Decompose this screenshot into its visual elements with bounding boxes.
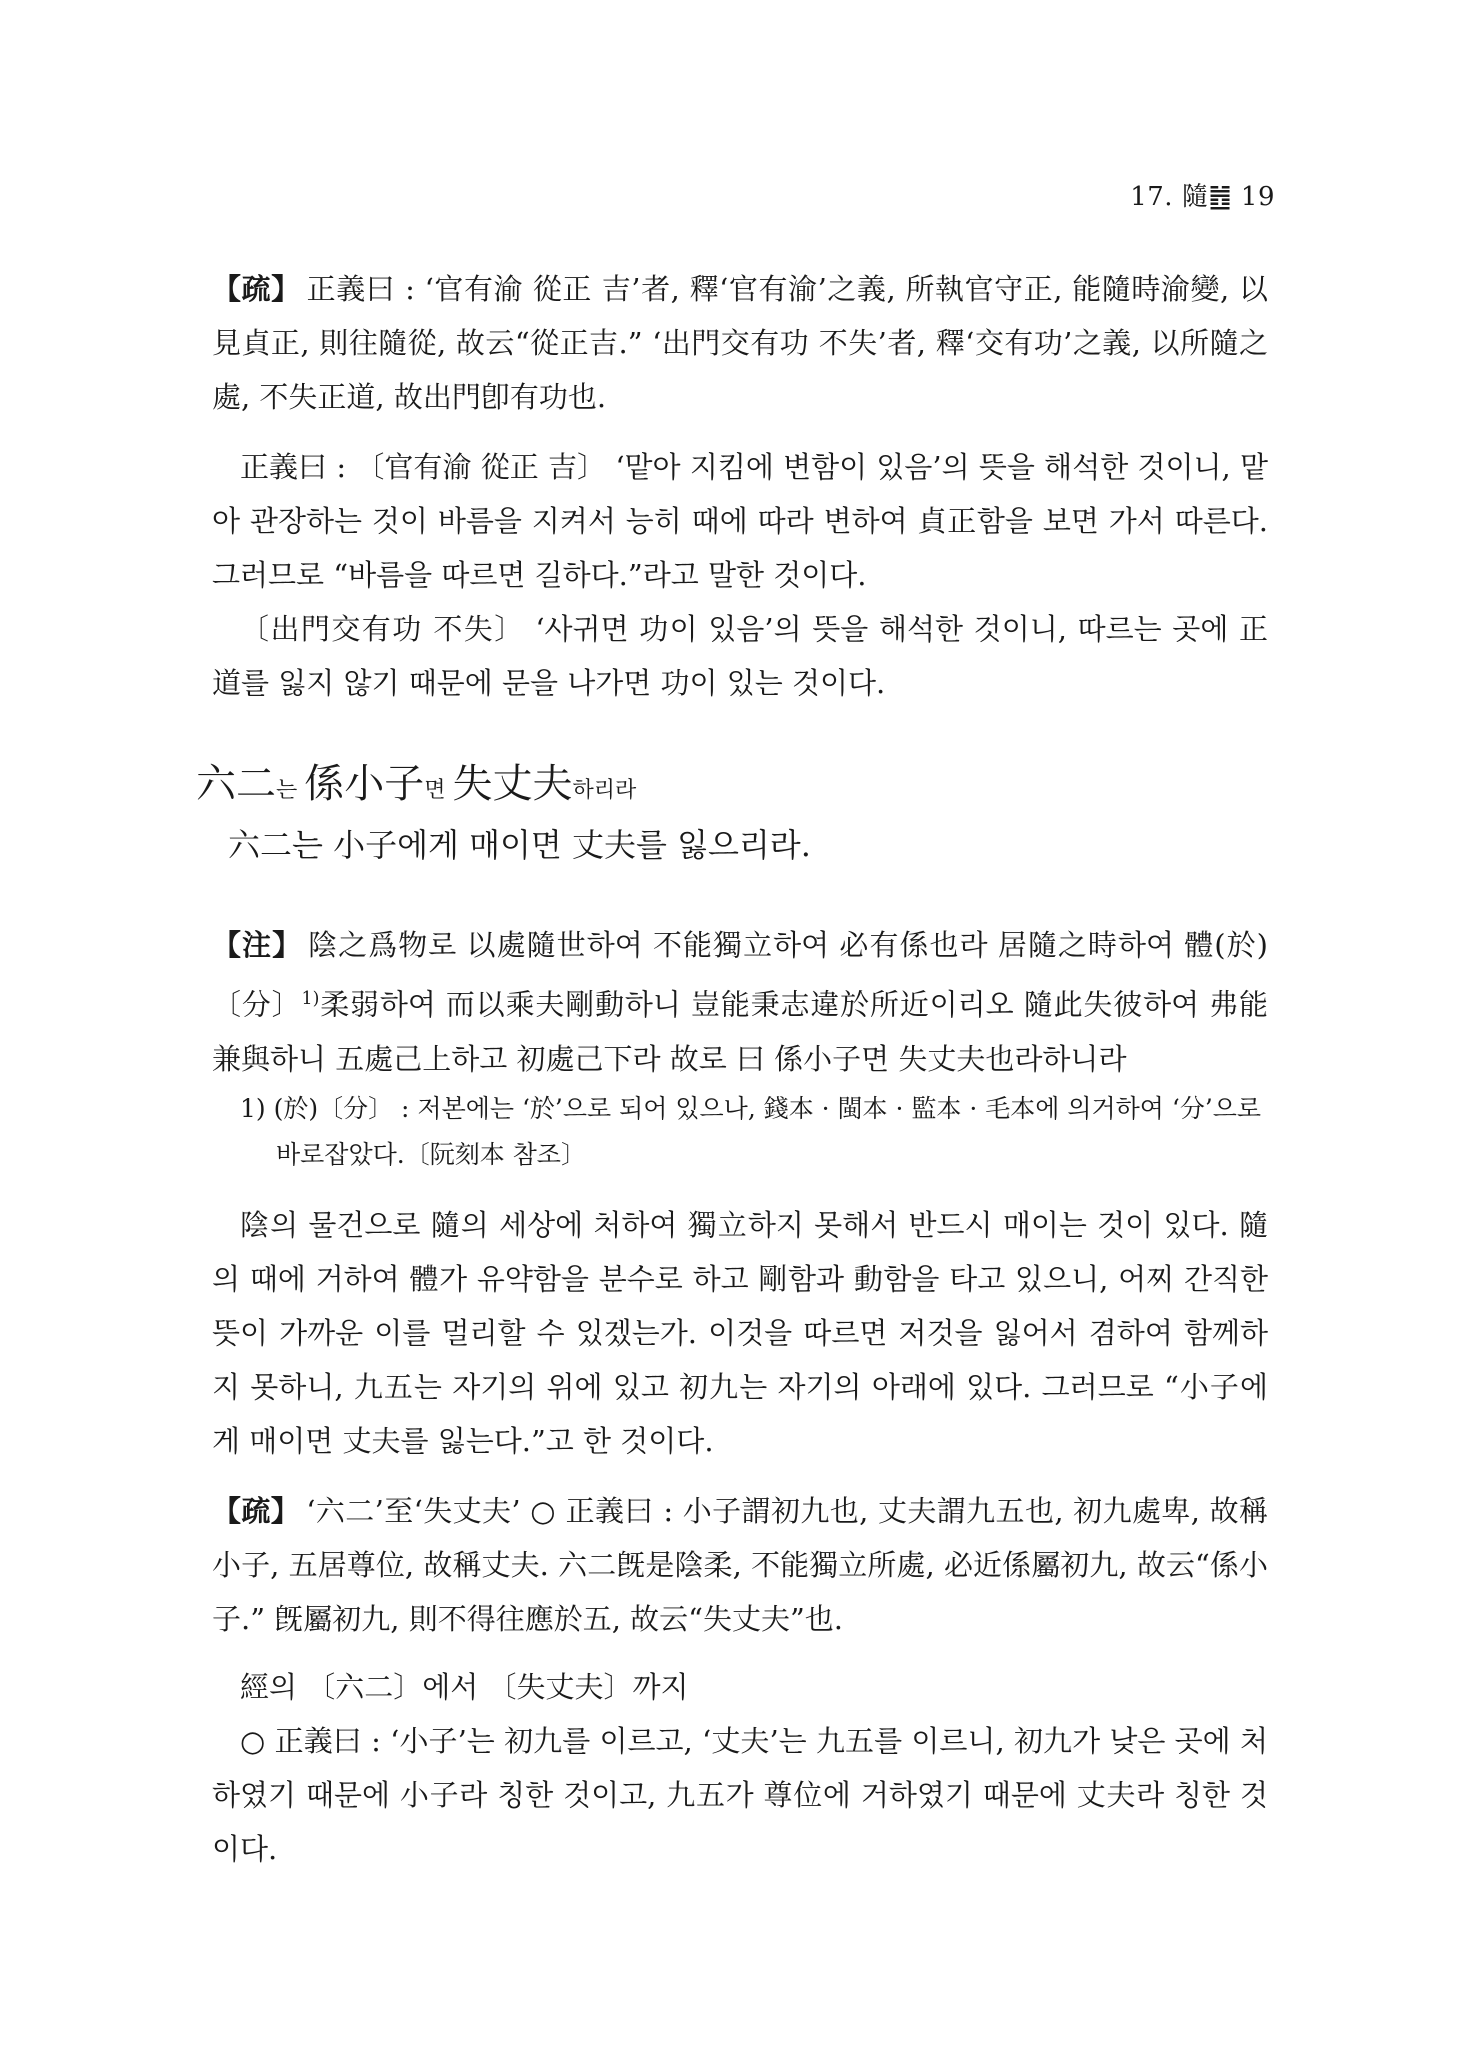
heading-particle: 면 (424, 778, 453, 803)
footnote-marker: 1) (301, 989, 320, 1009)
commentary-shu-2 (212, 1484, 1268, 1646)
paragraph: 陰의 물건으로 隨의 세상에 처하여 獨立하지 못해서 반드시 매이는 것이 있다. 隨의 때에 거하여 體가 유약함을 분수로 하고 剛함과 動함을 타고 있으니, 어찌 간직한 뜻이 가까운 이를 멀리할 수 있겠는가. 이것을 따르면 저것을 잃어서 겸하여 함께하지 못하니, 九五는 자기의 위에 있고 初九는 자기의 아래에 있다. 그러므로 “小子에게 매이면 丈夫를 잃는다.”고 한 것이다. (212, 1208, 1268, 1458)
paragraph (212, 262, 1268, 424)
paragraph (212, 1484, 1268, 1646)
footnote: 1) (於)〔分〕 : 저본에는 ‘於’으로 되어 있으나, 錢本 · 閩本 · 監本 · 毛本에 의거하여 ‘分’으로 바로잡았다.〔阮刻本 참조〕 (240, 1094, 1262, 1169)
running-head: 17. 隨䷐ 19 (1130, 182, 1275, 212)
paragraph: 正義曰 : 〔官有渝 從正 吉〕 ‘맡아 지킴에 변함이 있음’의 뜻을 해석한 것이니, 맡아 관장하는 것이 바름을 지켜서 능히 때에 따라 변하여 貞正함을 보면 가서 따른다. 그러므로 “바름을 따르면 길하다.”라고 말한 것이다. (212, 450, 1268, 592)
section-tag: 【注】 (212, 928, 303, 962)
paragraph (212, 918, 1268, 1086)
commentary-shu-1 (212, 262, 1268, 424)
scripture-translation: 六二는 小子에게 매이면 丈夫를 잃으리라. (228, 826, 811, 864)
commentary-translation-2 (212, 1198, 1268, 1468)
section-tag: 【疏】 (212, 272, 301, 306)
paragraph-text: 陰之爲物로 以處隨世하여 不能獨立하여 必有係也라 居隨之時하여 體(於)〔分〕 (212, 928, 1268, 1022)
paragraph: 經의 〔六二〕에서 〔失丈夫〕까지 (240, 1670, 689, 1704)
footnote-block (212, 1086, 1268, 1178)
paragraph-text: 柔弱하여 而以乘夫剛動하니 豈能秉志違於所近이리오 隨此失彼하여 弗能兼與하니 五處己上하고 初處己下라 故로 曰 係小子면 失丈夫也라하니라 (212, 987, 1268, 1076)
paragraph-text: ‘六二’至‘失丈夫’ ○ 正義曰 : 小子謂初九也, 丈夫謂九五也, 初九處卑, 故稱小子, 五居尊位, 故稱丈夫. 六二旣是陰柔, 不能獨立所處, 必近係屬初九, 故云“係小子.” 旣屬初九, 則不得往應於五, 故云“失丈夫”也. (212, 1494, 1268, 1636)
paragraph: ○ 正義曰 : ‘小子’는 初九를 이르고, ‘丈夫’는 九五를 이르니, 初九가 낮은 곳에 처하였기 때문에 小子라 칭한 것이고, 九五가 尊位에 거하였기 때문에 丈夫라 칭한 것이다. (212, 1724, 1268, 1866)
heading-particle: 하리라 (572, 778, 637, 803)
paragraph: 〔出門交有功 不失〕 ‘사귀면 功이 있음’의 뜻을 해석한 것이니, 따르는 곳에 正道를 잃지 않기 때문에 문을 나가면 功이 있는 것이다. (212, 612, 1268, 700)
commentary-zhu (212, 918, 1268, 1086)
heading-part: 六二 (196, 761, 276, 807)
heading-particle: 는 (276, 778, 305, 803)
commentary-translation-3 (212, 1660, 1268, 1876)
section-tag: 【疏】 (212, 1494, 301, 1528)
heading-part: 係小子 (304, 761, 425, 807)
heading-part: 失丈夫 (452, 761, 573, 807)
commentary-translation-1 (212, 440, 1268, 710)
scripture-heading (196, 752, 636, 809)
paragraph-text: 正義曰 : ‘官有渝 從正 吉’者, 釋‘官有渝’之義, 所執官守正, 能隨時渝變, 以見貞正, 則往隨從, 故云“從正吉.” ‘出門交有功 不失’者, 釋‘交有功’之義, 以所隨之處, 不失正道, 故出門卽有功也. (212, 272, 1268, 414)
